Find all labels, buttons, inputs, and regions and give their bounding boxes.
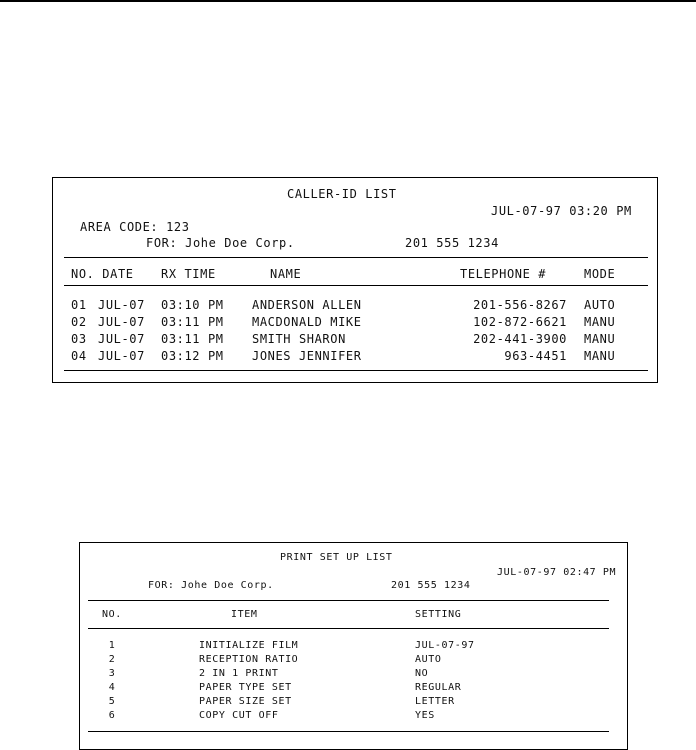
caller-id-row-date: JUL-07: [98, 298, 145, 312]
caller-id-row-no: 04: [71, 349, 87, 363]
caller-id-row-date: JUL-07: [98, 349, 145, 363]
caller-id-row-mode: AUTO: [584, 298, 616, 312]
caller-id-col-telephone: TELEPHONE #: [460, 267, 547, 281]
caller-id-header-top-rule: [64, 257, 648, 258]
print-setup-row-item: 2 IN 1 PRINT: [199, 668, 279, 679]
print-setup-row-no: 2: [108, 654, 116, 665]
caller-id-timestamp: JUL-07-97 03:20 PM: [491, 204, 632, 218]
print-setup-row-no: 1: [108, 640, 116, 651]
caller-id-for-label: FOR: Johe Doe Corp.: [146, 236, 295, 250]
caller-id-row-mode: MANU: [584, 349, 616, 363]
print-setup-for-phone: 201 555 1234: [391, 580, 471, 591]
caller-id-row-telephone: 202-441-3900: [473, 332, 567, 346]
caller-id-row-name: MACDONALD MIKE: [252, 315, 362, 329]
print-setup-title: PRINT SET UP LIST: [280, 552, 393, 563]
print-setup-row-setting: YES: [415, 710, 435, 721]
print-setup-row-item: COPY CUT OFF: [199, 710, 279, 721]
print-setup-row-setting: JUL-07-97: [415, 640, 475, 651]
print-setup-row-item: PAPER TYPE SET: [199, 682, 292, 693]
caller-id-row-date: JUL-07: [98, 315, 145, 329]
caller-id-row-name: JONES JENNIFER: [252, 349, 362, 363]
caller-id-row-telephone: 102-872-6621: [473, 315, 567, 329]
print-setup-timestamp: JUL-07-97 02:47 PM: [497, 567, 617, 578]
caller-id-row-mode: MANU: [584, 332, 616, 346]
caller-id-col-no-date: NO. DATE: [71, 267, 134, 281]
caller-id-row-name: SMITH SHARON: [252, 332, 346, 346]
caller-id-list-report: [52, 177, 658, 383]
print-setup-header-bottom-rule: [88, 628, 609, 629]
print-setup-row-item: INITIALIZE FILM: [199, 640, 299, 651]
caller-id-col-name: NAME: [270, 267, 302, 281]
print-setup-footer-rule: [88, 731, 609, 732]
caller-id-row-no: 03: [71, 332, 87, 346]
caller-id-row-time: 03:10 PM: [161, 298, 224, 312]
caller-id-col-mode: MODE: [584, 267, 616, 281]
print-setup-row-setting: REGULAR: [415, 682, 462, 693]
caller-id-area-code: AREA CODE: 123: [80, 220, 190, 234]
print-setup-row-no: 5: [108, 696, 116, 707]
caller-id-col-rx-time: RX TIME: [161, 267, 216, 281]
print-setup-col-setting: SETTING: [415, 609, 462, 620]
print-setup-list-report: [79, 542, 628, 750]
print-setup-col-item: ITEM: [231, 609, 258, 620]
caller-id-row-time: 03:11 PM: [161, 332, 224, 346]
print-setup-row-no: 3: [108, 668, 116, 679]
caller-id-title: CALLER-ID LIST: [287, 187, 397, 201]
print-setup-col-no: NO.: [102, 609, 122, 620]
print-setup-row-no: 6: [108, 710, 116, 721]
caller-id-row-telephone: 963-4451: [504, 349, 567, 363]
caller-id-row-telephone: 201-556-8267: [473, 298, 567, 312]
print-setup-row-item: RECEPTION RATIO: [199, 654, 299, 665]
caller-id-header-bottom-rule: [64, 285, 648, 286]
print-setup-for-label: FOR: Johe Doe Corp.: [148, 580, 274, 591]
caller-id-row-no: 01: [71, 298, 87, 312]
page-top-rule: [0, 0, 696, 2]
print-setup-row-no: 4: [108, 682, 116, 693]
caller-id-row-date: JUL-07: [98, 332, 145, 346]
caller-id-row-name: ANDERSON ALLEN: [252, 298, 362, 312]
caller-id-footer-rule: [64, 370, 648, 371]
print-setup-row-setting: AUTO: [415, 654, 442, 665]
caller-id-for-phone: 201 555 1234: [405, 236, 499, 250]
print-setup-header-top-rule: [88, 600, 609, 601]
print-setup-row-setting: NO: [415, 668, 429, 679]
caller-id-row-time: 03:12 PM: [161, 349, 224, 363]
caller-id-row-mode: MANU: [584, 315, 616, 329]
caller-id-row-time: 03:11 PM: [161, 315, 224, 329]
caller-id-row-no: 02: [71, 315, 87, 329]
print-setup-row-item: PAPER SIZE SET: [199, 696, 292, 707]
print-setup-row-setting: LETTER: [415, 696, 455, 707]
